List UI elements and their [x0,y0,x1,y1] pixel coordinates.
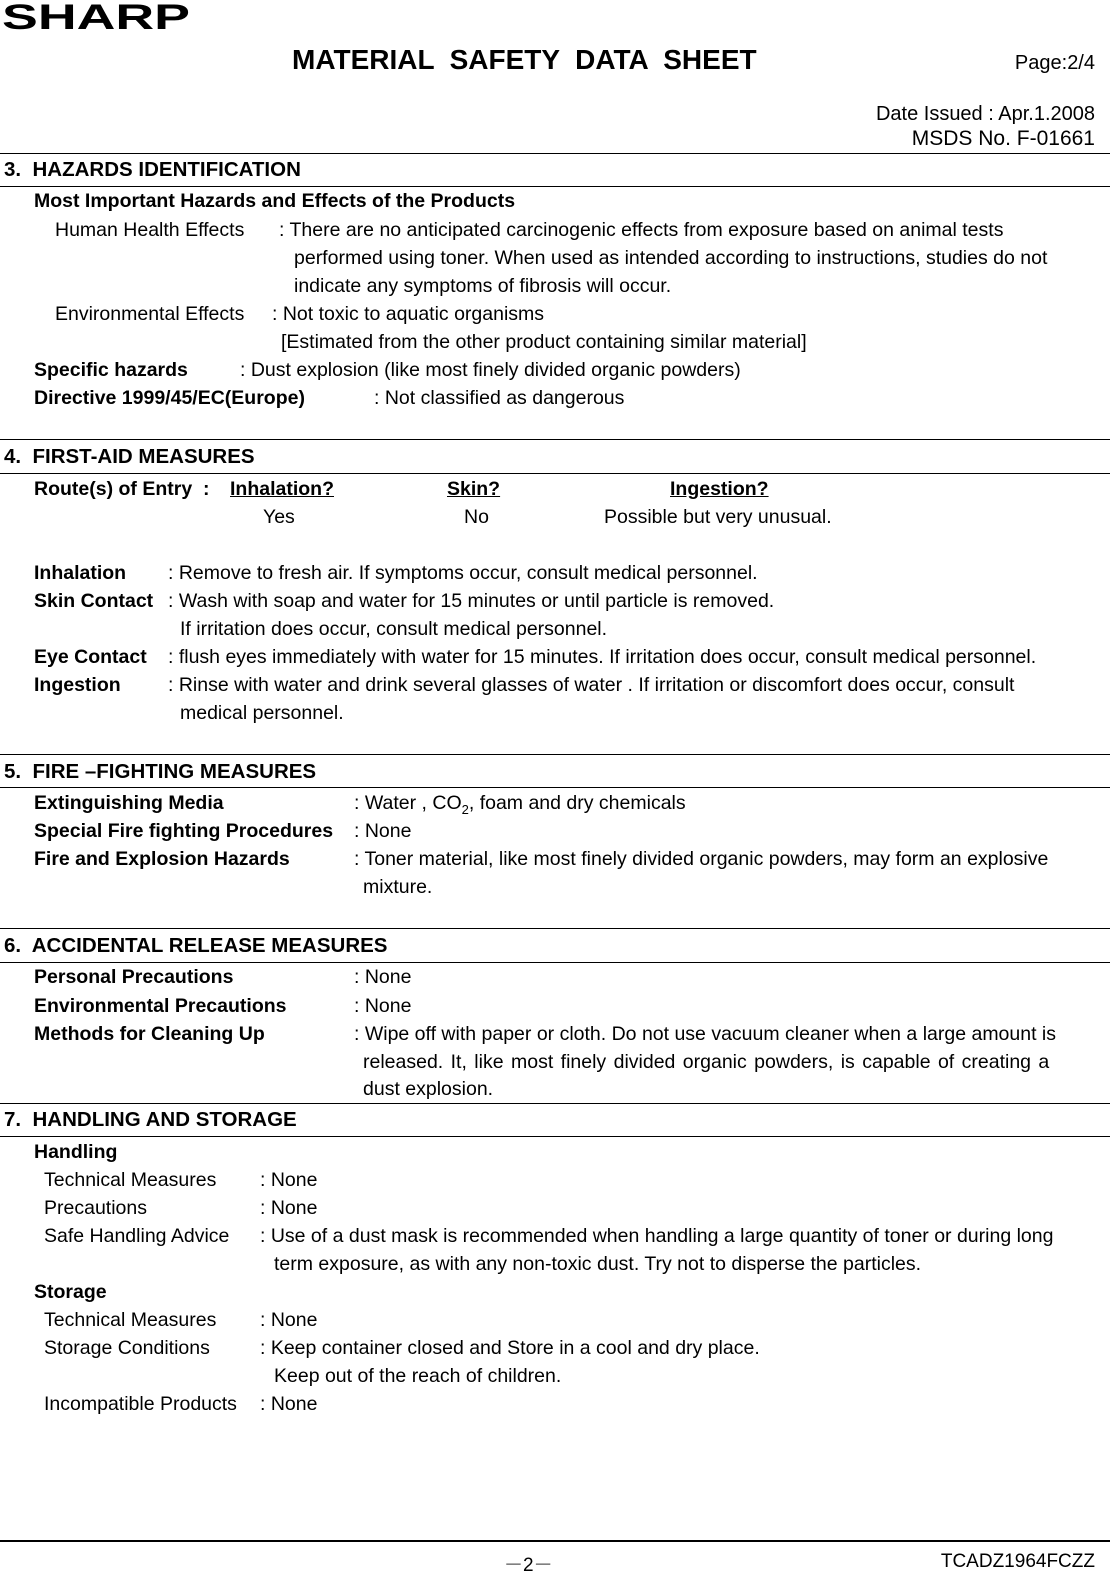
inhalation-route-value: Yes [263,506,295,528]
divider [0,928,1110,929]
inhalation-label: Inhalation [34,562,127,584]
human-health-value: : There are no anticipated carcinogenic effects from exposure based on animal tests [279,219,1004,241]
environmental-effects-label: Environmental Effects [55,303,245,325]
handling-subheading: Handling [34,1141,118,1163]
human-health-label: Human Health Effects [55,219,245,241]
cleaning-methods-value-2: released. It, like most finely divided organic powders, is capable of creating a [363,1051,1050,1073]
divider [0,439,1110,440]
section-3-heading: 3. HAZARDS IDENTIFICATION [4,158,301,181]
fire-explosion-hazards-value: : Toner material, like most finely divided organic powders, may form an explosive [354,848,1049,870]
eye-contact-label: Eye Contact [34,646,147,668]
footer-document-code: TCADZ1964FCZZ [940,1551,1095,1572]
footer-divider [0,1540,1110,1542]
human-health-value-2: performed using toner. When used as intended according to instructions, studies do not [294,247,1048,269]
human-health-value-3: indicate any symptoms of fibrosis will occur. [294,275,672,297]
handling-precautions-value: : None [260,1197,318,1219]
safe-handling-advice-value-2: term exposure, as with any non-toxic dust. Try not to disperse the particles. [274,1253,922,1275]
cleaning-methods-label: Methods for Cleaning Up [34,1023,265,1045]
extinguishing-media-value: : Water , $CO_2$, foam and dry chemicals [354,792,686,817]
divider [0,473,1110,474]
storage-technical-measures-value: : None [260,1309,318,1331]
ingestion-label: Ingestion [34,674,121,696]
skin-contact-value: : Wash with soap and water for 15 minutes or until particle is removed. [168,590,775,612]
eye-contact-value: : flush eyes immediately with water for 15 minutes. If irritation does occur, consult medical personnel. [168,646,1037,668]
specific-hazards-label: Specific hazards [34,359,188,381]
msds-number: MSDS No. F-01661 [911,127,1095,150]
inhalation-header: Inhalation? [230,478,334,500]
personal-precautions-label: Personal Precautions [34,966,234,988]
hazards-subheading: Most Important Hazards and Effects of the Products [34,190,516,212]
environmental-precautions-label: Environmental Precautions [34,995,287,1017]
divider [0,186,1110,187]
divider [0,754,1110,755]
handling-technical-measures-label: Technical Measures [44,1169,217,1191]
safe-handling-advice-value: : Use of a dust mask is recommended when handling a large quantity of toner or during long [260,1225,1054,1247]
section-4-heading: 4. FIRST-AID MEASURES [4,445,255,468]
directive-label: Directive 1999/45/EC(Europe) [34,387,305,409]
ingestion-route-value: Possible but very unusual. [604,506,832,528]
skin-route-value: No [464,506,489,528]
divider [0,962,1110,963]
ingestion-header: Ingestion? [670,478,769,500]
fire-explosion-hazards-value-2: mixture. [363,876,433,898]
svg-text:SHARP: SHARP [2,0,190,34]
personal-precautions-value: : None [354,966,412,988]
ingestion-value: : Rinse with water and drink several glasses of water . If irritation or discomfort does occur, consult [168,674,1015,696]
storage-conditions-value: : Keep container closed and Store in a cool and dry place. [260,1337,760,1359]
date-issued: Date Issued : Apr.1.2008 [875,103,1095,125]
divider [0,787,1110,788]
storage-conditions-value-2: Keep out of the reach of children. [274,1365,562,1387]
storage-technical-measures-label: Technical Measures [44,1309,217,1331]
fire-explosion-hazards-label: Fire and Explosion Hazards [34,848,290,870]
environmental-effects-value: : Not toxic to aquatic organisms [272,303,545,325]
ingestion-value-2: medical personnel. [180,702,344,724]
inhalation-value: : Remove to fresh air. If symptoms occur, consult medical personnel. [168,562,758,584]
directive-value: : Not classified as dangerous [374,387,625,409]
route-of-entry-label: Route(s) of Entry : [34,478,210,500]
document-title: MATERIAL SAFETY DATA SHEET [292,44,757,75]
handling-precautions-label: Precautions [44,1197,147,1219]
skin-contact-value-2: If irritation does occur, consult medical personnel. [180,618,608,640]
incompatible-products-value: : None [260,1393,318,1415]
section-5-heading: 5. FIRE –FIGHTING MEASURES [4,760,317,783]
extinguishing-media-label: Extinguishing Media [34,792,224,814]
cleaning-methods-value-3: dust explosion. [363,1078,494,1100]
divider [0,1136,1110,1137]
incompatible-products-label: Incompatible Products [44,1393,237,1415]
special-fire-procedures-value: : None [354,820,412,842]
skin-contact-label: Skin Contact [34,590,154,612]
storage-conditions-label: Storage Conditions [44,1337,210,1359]
storage-subheading: Storage [34,1281,107,1303]
environmental-precautions-value: : None [354,995,412,1017]
environmental-effects-note: [Estimated from the other product containing similar material] [281,331,807,353]
safe-handling-advice-label: Safe Handling Advice [44,1225,230,1247]
specific-hazards-value: : Dust explosion (like most finely divided organic powders) [240,359,741,381]
page-indicator: Page:2/4 [1014,52,1095,74]
sharp-logo [2,0,192,34]
footer-page-number: －2－ [504,1555,553,1576]
skin-header: Skin? [447,478,501,500]
cleaning-methods-value: : Wipe off with paper or cloth. Do not use vacuum cleaner when a large amount is [354,1023,1057,1045]
divider [0,153,1110,154]
handling-technical-measures-value: : None [260,1169,318,1191]
special-fire-procedures-label: Special Fire fighting Procedures [34,820,334,842]
section-6-heading: 6. ACCIDENTAL RELEASE MEASURES [4,934,388,957]
section-7-heading: 7. HANDLING AND STORAGE [4,1108,297,1131]
divider [0,1103,1110,1104]
